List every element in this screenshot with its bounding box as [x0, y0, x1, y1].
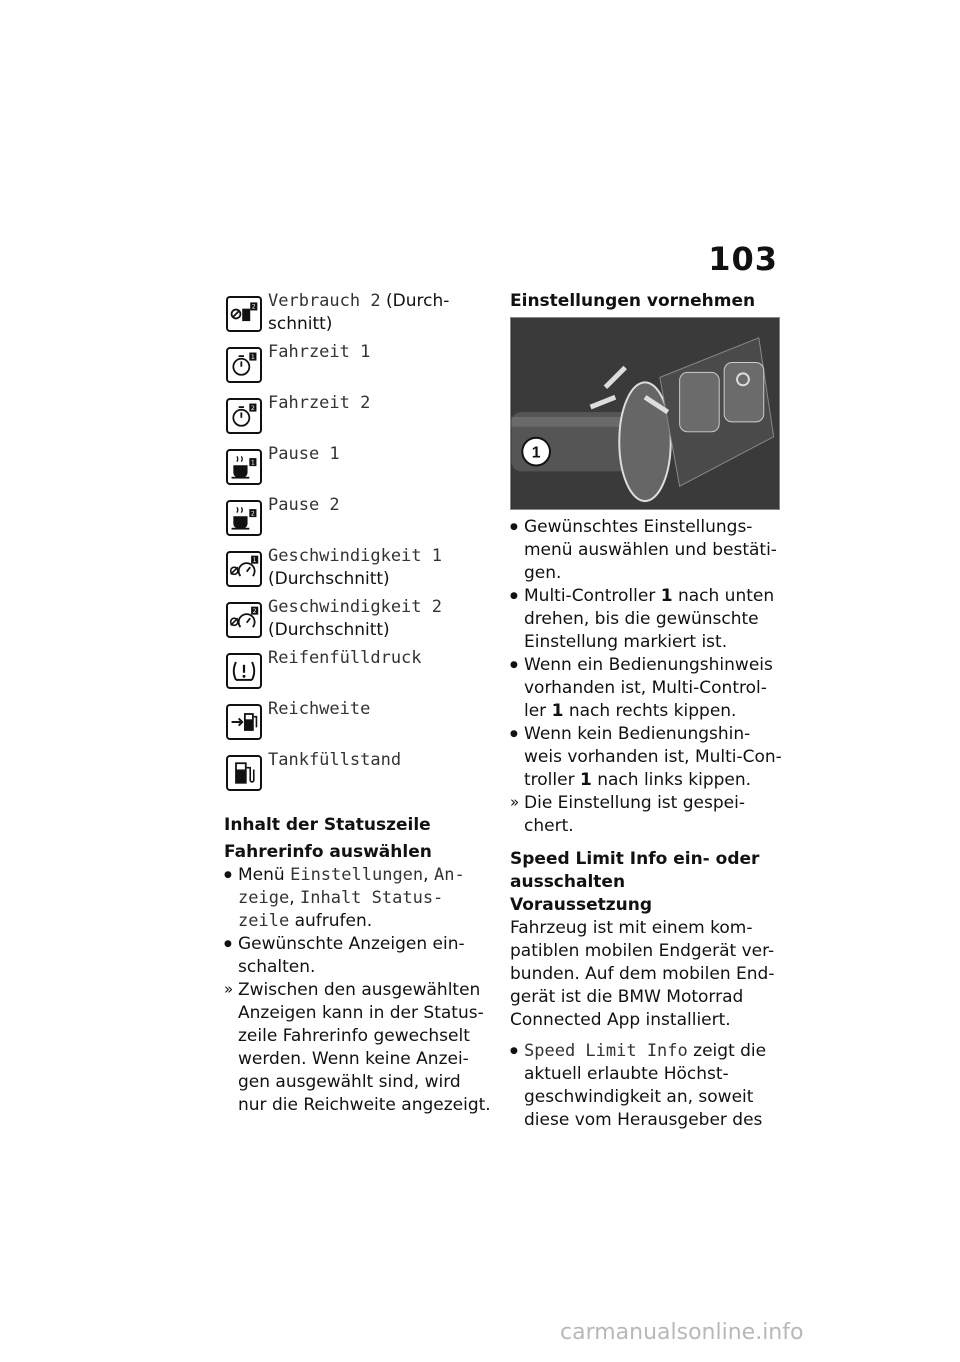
svg-text:2: 2: [250, 510, 255, 518]
display-entry: [224, 749, 492, 800]
page-number: 103: [708, 240, 778, 278]
speed-limit-list: [510, 1040, 782, 1132]
display-entry: [224, 596, 492, 647]
fuel-level-icon: [226, 755, 262, 791]
display-entry: [224, 545, 492, 596]
speedometer-1-icon: [226, 551, 262, 587]
list-item: ● Speed Limit Info zeigt die aktuell erlaubte Höchst-geschwindigkeit an, soweit diese vom Herausgeber des: [510, 1040, 782, 1132]
right-column: [510, 290, 782, 1132]
figure-callout-1: 1: [531, 444, 541, 462]
list-item: ● Multi-Controller 1 nach unten drehen, bis die gewünschte Einstellung markiert ist.: [510, 585, 782, 654]
section-heading-speed-limit: Speed Limit Info ein- oder ausschalten: [510, 849, 760, 892]
entry-description: (Durchschnitt): [268, 620, 390, 640]
entry-code: Reifenfülldruck: [268, 648, 422, 668]
entry-description: (Durch-schnitt): [268, 291, 450, 334]
list-item: ● Gewünschte Anzeigen ein-schalten.: [224, 933, 492, 979]
list-item: ● Wenn ein Bedienungshinweis vorhanden ist, Multi-Control-ler 1 nach rechts kippen.: [510, 654, 782, 723]
svg-text:2: 2: [251, 303, 256, 311]
entry-code: Geschwindigkeit 2: [268, 597, 442, 617]
watermark-footer: carmanualsonline.info: [560, 1320, 804, 1345]
menu-path-einstellungen: Einstellungen: [290, 865, 424, 885]
left-instruction-list: [224, 864, 492, 1117]
handlebar-controls-figure: [510, 317, 780, 510]
coffee-cup-2-icon: [226, 500, 262, 536]
section-heading-fahrerinfo: Fahrerinfo auswählen: [224, 842, 432, 862]
list-item: ● Wenn kein Bedienungshin-weis vorhanden ist, Multi-Con-troller 1 nach links kippen.: [510, 723, 782, 792]
entry-code: Verbrauch 2: [268, 291, 381, 311]
result-item: » Zwischen den ausgewählten Anzeigen kann in der Status-zeile Fahrerinfo gewechselt werden. Wenn keine Anzei-gen ausgewählt sind, wird nur die Reichweite angezeigt.: [224, 979, 492, 1117]
left-column: [224, 290, 492, 1117]
display-entry: [224, 392, 492, 443]
menu-path-anzeige: An-zeige: [238, 865, 465, 908]
tire-pressure-icon: [226, 653, 262, 689]
svg-text:2: 2: [252, 607, 257, 615]
section-heading-statuszeile: Inhalt der Statuszeile: [224, 815, 431, 835]
display-entry: [224, 698, 492, 749]
fuel-consumption-2-icon: [226, 296, 262, 332]
display-entries-list: [224, 290, 492, 800]
multi-controller-illustration: [511, 318, 779, 509]
section-heading-einstellungen: Einstellungen vornehmen: [510, 291, 756, 311]
svg-text:2: 2: [250, 404, 255, 412]
menu-path-inhalt-statuszeile: Inhalt Status-zeile: [238, 888, 444, 931]
entry-code: Tankfüllstand: [268, 750, 402, 770]
svg-text:1: 1: [252, 556, 257, 564]
coffee-cup-1-icon: [226, 449, 262, 485]
display-entry: [224, 647, 492, 698]
svg-text:1: 1: [250, 353, 255, 361]
speed-limit-info-label: Speed Limit Info: [524, 1041, 688, 1061]
range-fuel-icon: [226, 704, 262, 740]
right-instruction-list: [510, 516, 782, 838]
prerequisite-paragraph: Fahrzeug ist mit einem kom-patiblen mobilen Endgerät ver-bunden. Auf dem mobilen End-gerät ist die BMW Motorrad Connected App installiert.: [510, 918, 775, 1030]
result-item: » Die Einstellung ist gespei-chert.: [510, 792, 782, 838]
entry-description: (Durchschnitt): [268, 569, 390, 589]
entry-code: Fahrzeit 1: [268, 342, 371, 362]
stopwatch-2-icon: [226, 398, 262, 434]
entry-code: Pause 2: [268, 495, 340, 515]
stopwatch-1-icon: [226, 347, 262, 383]
list-item: ● Menü Einstellungen, An-zeige, Inhalt Status-zeile aufrufen.: [224, 864, 492, 933]
entry-code: Pause 1: [268, 444, 340, 464]
entry-code: Reichweite: [268, 699, 371, 719]
section-heading-voraussetzung: Voraussetzung: [510, 895, 653, 915]
display-entry: [224, 443, 492, 494]
speedometer-2-icon: [226, 602, 262, 638]
display-entry: [224, 290, 492, 341]
display-entry: [224, 494, 492, 545]
svg-text:1: 1: [250, 459, 255, 467]
entry-code: Fahrzeit 2: [268, 393, 371, 413]
list-item: ● Gewünschtes Einstellungs-menü auswählen und bestäti-gen.: [510, 516, 782, 585]
display-entry: [224, 341, 492, 392]
entry-code: Geschwindigkeit 1: [268, 546, 442, 566]
